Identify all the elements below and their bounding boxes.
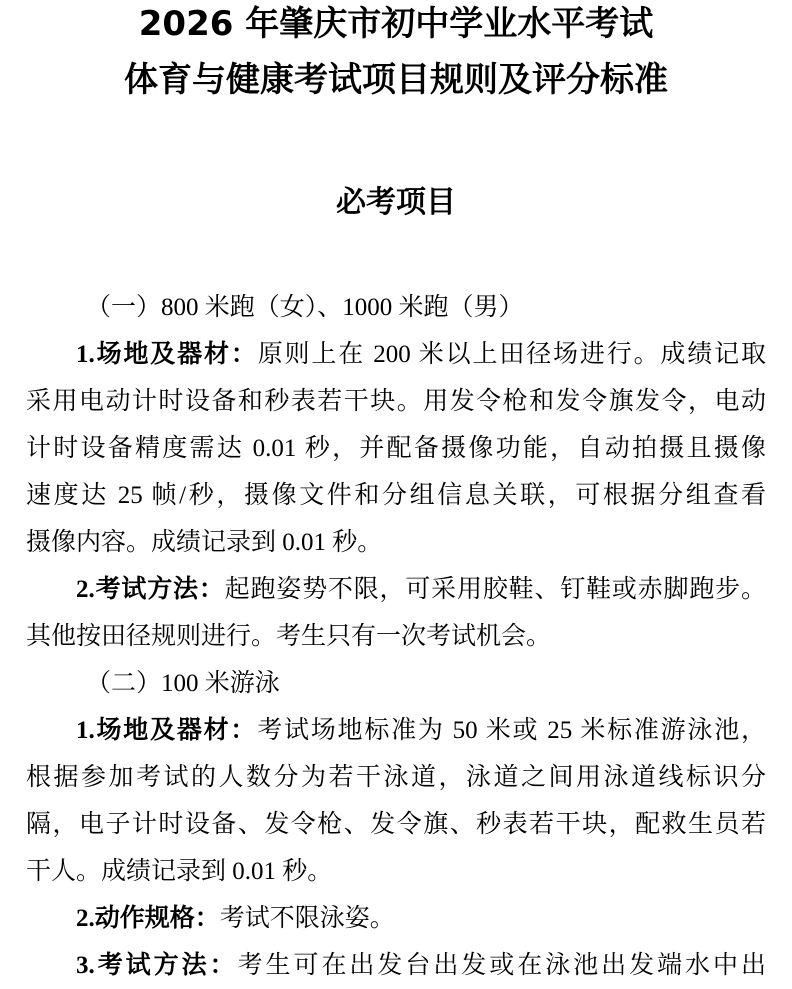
line-text: 摄像内容。成绩记录到 0.01 秒。 <box>26 529 383 556</box>
document-title-line-1: 2026 年肇庆市初中学业水平考试 <box>138 4 654 44</box>
line-text: （一）800 米跑（女）、1000 米跑（男） <box>86 294 524 321</box>
text-line <box>26 707 766 754</box>
clause-label: 1.场地及器材： <box>76 717 258 744</box>
line-text: 速度达 25 帧/秒，摄像文件和分组信息关联，可根据分组查看 <box>26 482 766 509</box>
line-text: 其他按田径规则进行。考生只有一次考试机会。 <box>26 623 552 650</box>
line-text: 计时设备精度需达 0.01 秒，并配备摄像功能，自动拍摄且摄像 <box>26 435 766 462</box>
document-title-line-2: 体育与健康考试项目规则及评分标准 <box>124 60 668 100</box>
text-line <box>26 519 766 566</box>
line-text: 考试不限泳姿。 <box>219 905 395 932</box>
text-line <box>26 942 766 989</box>
line-text: 干人。成绩记录到 0.01 秒。 <box>26 858 333 885</box>
text-line <box>26 848 766 895</box>
line-text: （二）100 米游泳 <box>86 670 280 697</box>
line-text: 考试场地标准为 50 米或 25 米标准游泳池， <box>257 717 766 744</box>
clause-label: 2.动作规格： <box>76 905 220 932</box>
text-line <box>26 801 766 848</box>
text-line <box>26 378 766 425</box>
text-line <box>26 472 766 519</box>
line-text: 隔，电子计时设备、发令枪、发令旗、秒表若干块，配救生员若 <box>26 811 766 838</box>
text-line <box>26 613 766 660</box>
line-text: 采用电动计时设备和秒表若干块。用发令枪和发令旗发令，电动 <box>26 388 766 415</box>
text-line <box>26 754 766 801</box>
clause-label: 1.场地及器材： <box>76 341 258 368</box>
document-body <box>26 284 766 989</box>
text-line <box>26 425 766 472</box>
clause-label: 3.考试方法： <box>76 952 238 979</box>
line-text: 原则上在 200 米以上田径场进行。成绩记取 <box>257 341 766 368</box>
line-text: 考生可在出发台出发或在泳池出发端水中出 <box>237 952 766 979</box>
line-text: 根据参加考试的人数分为若干泳道，泳道之间用泳道线标识分 <box>26 764 766 791</box>
section-heading: 必考项目 <box>336 185 456 220</box>
text-line <box>26 895 766 942</box>
text-line <box>26 566 766 613</box>
text-line <box>26 284 766 331</box>
clause-label: 2.考试方法： <box>76 576 225 603</box>
text-line <box>26 331 766 378</box>
line-text: 起跑姿势不限，可采用胶鞋、钉鞋或赤脚跑步。 <box>224 576 766 603</box>
text-line <box>26 660 766 707</box>
